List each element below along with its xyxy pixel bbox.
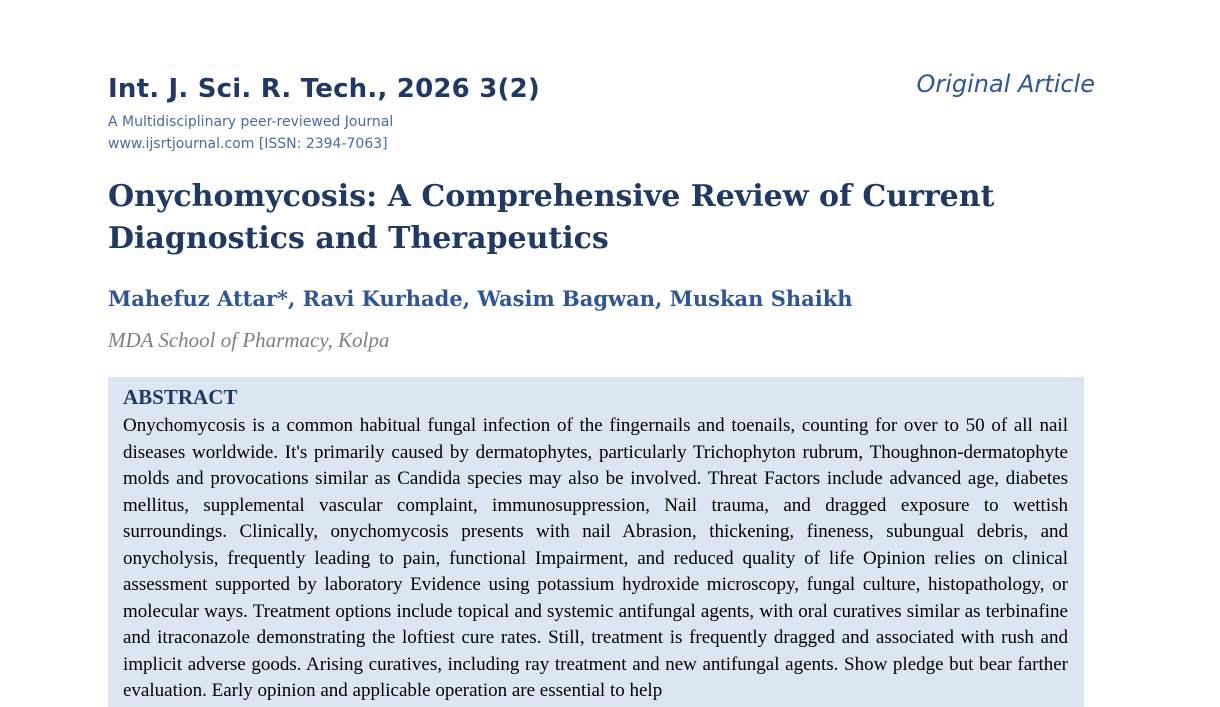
abstract-text: Onychomycosis is a common habitual fungal infection of the fingernails and toenails, counting for over to 50 of all nail diseases worldwide. It's primarily caused by dermatophytes, particularly Trichophyton rubrum, Thoughnon-dermatophyte molds and provocations similar as Candida species may also be involved. Threat Factors include advanced age, diabetes mellitus, supplemental vascular complaint, immunosuppression, Nail trauma, and dragged exposure to wettish surroundings. Clinically, onychomycosis presents with nail Abrasion, thickening, fineness, subungual debris, and onycholysis, frequently leading to pain, functional Impairment, and reduced quality of life Opinion relies on clinical assessment supported by laboratory Evidence using potassium hydroxide microscopy, fungal culture, histopathology, or molecular ways. Treatment options include topical and systemic antifungal agents, with oral curatives similar as terbinafine and itraconazole demonstrating the loftiest cure rates. Still, treatment is frequently dragged and associated with rush and implicit adverse goods. Arising curatives, including ray treatment and new antifungal agents. Show pledge but bear farther evaluation. Early opinion and applicable operation are essential to help xyxy=(123,415,1068,701)
journal-subtitle: A Multidisciplinary peer-reviewed Journal xyxy=(108,114,394,130)
affiliation: MDA School of Pharmacy, Kolpa xyxy=(108,328,390,352)
abstract-box xyxy=(108,377,1084,707)
author-list: Mahefuz Attar*, Ravi Kurhade, Wasim Bagwan, Muskan Shaikh xyxy=(108,286,853,311)
abstract-heading: ABSTRACT xyxy=(123,385,238,409)
article-type: Original Article xyxy=(916,70,1095,98)
paper-title: Onychomycosis: A Comprehensive Review of Current Diagnostics and Therapeutics xyxy=(108,179,995,256)
journal-title: Int. J. Sci. R. Tech., 2026 3(2) xyxy=(108,74,540,104)
journal-url[interactable]: www.ijsrtjournal.com [ISSN: 2394-7063] xyxy=(108,136,388,152)
